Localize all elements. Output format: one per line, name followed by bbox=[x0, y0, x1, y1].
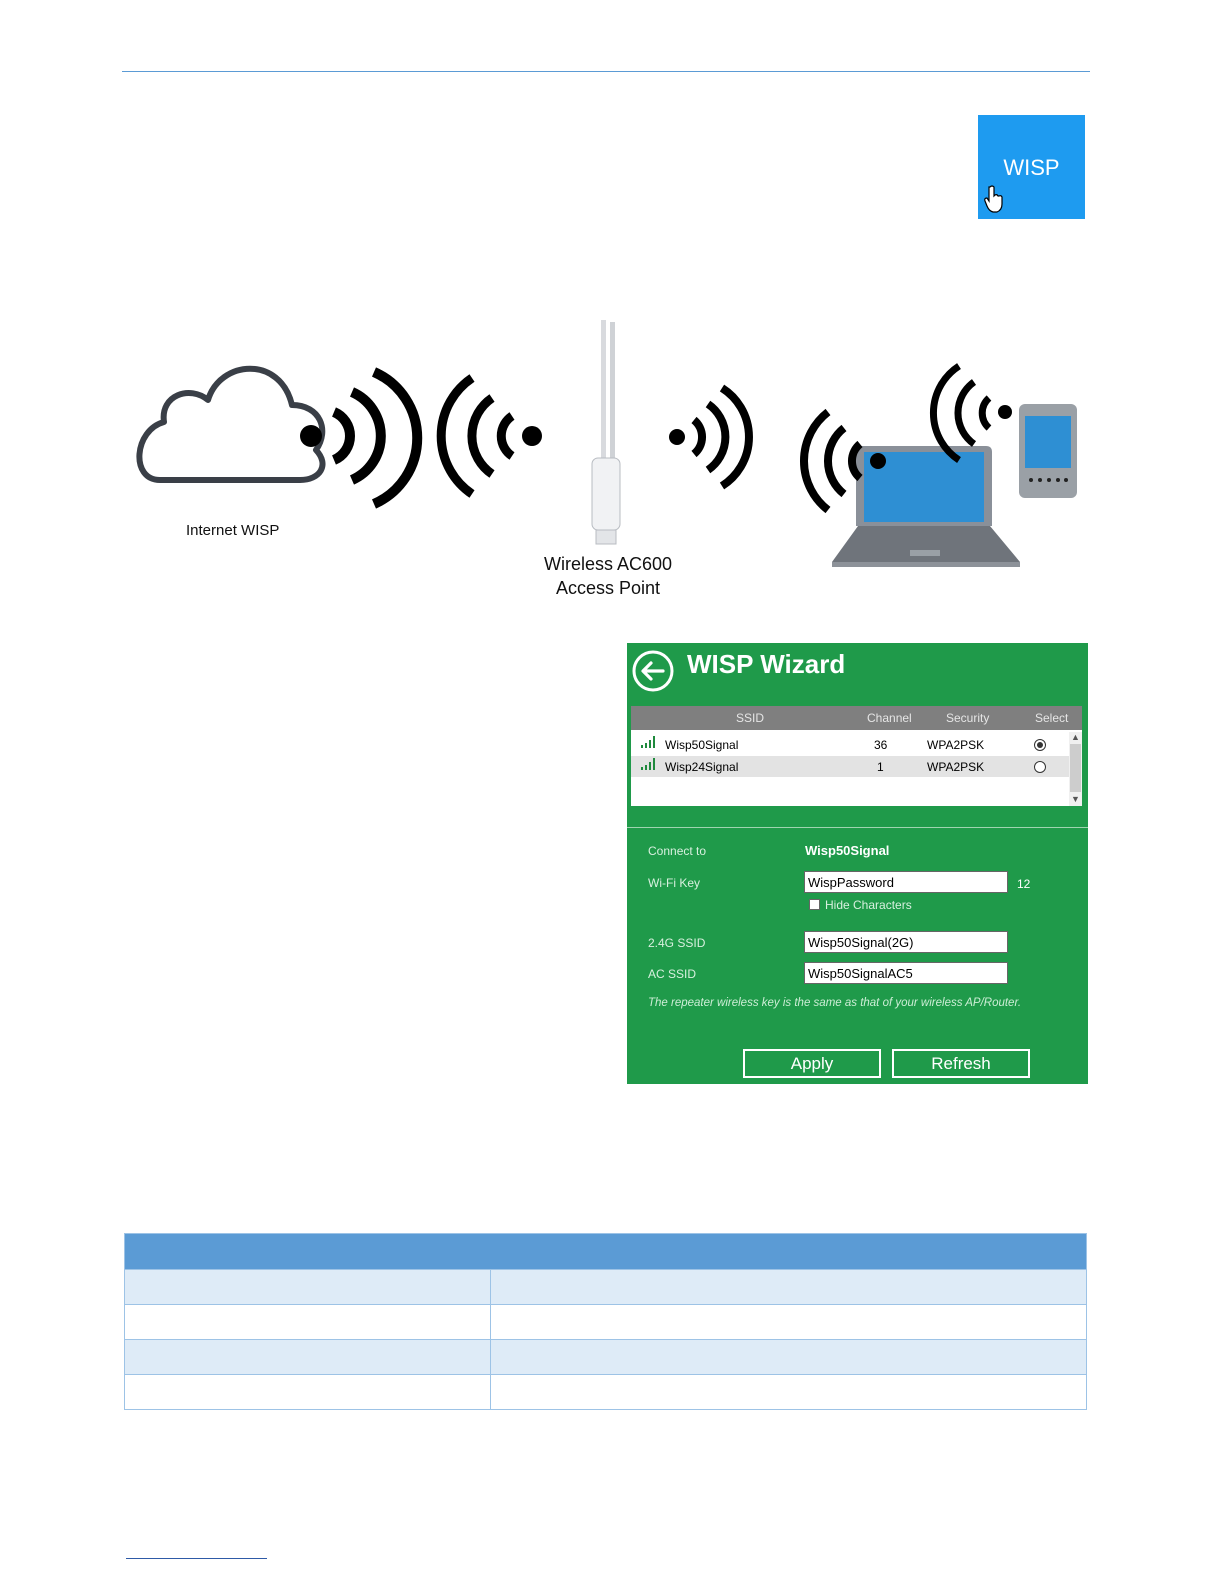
wifi-key-input[interactable] bbox=[804, 871, 1008, 893]
table-row bbox=[125, 1270, 1087, 1305]
table-row bbox=[125, 1340, 1087, 1375]
table-cell bbox=[125, 1375, 491, 1410]
signal-strength-icon bbox=[641, 736, 657, 748]
network-channel: 36 bbox=[874, 738, 888, 752]
ssid-24g-input[interactable] bbox=[804, 931, 1008, 953]
wisp-mode-tile[interactable] bbox=[978, 115, 1085, 219]
scroll-up-icon[interactable]: ▲ bbox=[1071, 732, 1080, 742]
table-cell bbox=[491, 1340, 1087, 1375]
network-security: WPA2PSK bbox=[927, 760, 985, 774]
signal-strength-icon bbox=[641, 758, 657, 770]
scrollbar-thumb[interactable] bbox=[1070, 744, 1081, 792]
ac-ssid-label: AC SSID bbox=[648, 967, 697, 981]
wizard-title: WISP Wizard bbox=[687, 649, 846, 679]
apply-button[interactable]: Apply bbox=[743, 1049, 881, 1078]
column-header-ssid: SSID bbox=[736, 711, 765, 725]
table-cell bbox=[491, 1375, 1087, 1410]
access-point-label-line2: Access Point bbox=[555, 578, 661, 598]
wifi-waves-icon bbox=[669, 388, 749, 486]
scan-table-header bbox=[631, 706, 1082, 730]
laptop-icon bbox=[832, 446, 1020, 567]
network-row[interactable] bbox=[631, 756, 1069, 777]
cloud-icon bbox=[139, 369, 322, 480]
network-select-radio[interactable] bbox=[1034, 761, 1046, 773]
table-row bbox=[125, 1375, 1087, 1410]
column-header-security: Security bbox=[946, 711, 990, 725]
scan-table-scrollbar[interactable] bbox=[1069, 732, 1082, 806]
connect-to-value: Wisp50Signal bbox=[805, 843, 890, 858]
network-row[interactable] bbox=[631, 734, 1069, 755]
table-row bbox=[125, 1305, 1087, 1340]
back-arrow-icon[interactable] bbox=[631, 649, 675, 693]
header-rule bbox=[122, 71, 1090, 72]
wifi-waves-icon bbox=[300, 372, 417, 504]
ac-ssid-input[interactable] bbox=[804, 962, 1008, 984]
network-ssid: Wisp50Signal bbox=[665, 738, 739, 752]
internet-wisp-label: Internet WISP bbox=[186, 522, 280, 539]
network-scan-table bbox=[631, 706, 1082, 806]
wizard-divider bbox=[627, 827, 1088, 828]
column-header-channel: Channel bbox=[867, 711, 912, 725]
access-point-label bbox=[500, 552, 716, 600]
wifi-waves-icon bbox=[441, 378, 542, 494]
scroll-down-icon[interactable]: ▼ bbox=[1071, 794, 1080, 804]
network-select-radio[interactable] bbox=[1034, 739, 1046, 751]
hide-characters-checkbox[interactable] bbox=[809, 899, 820, 910]
table-header-cell bbox=[125, 1234, 1087, 1270]
mobile-phone-icon bbox=[1019, 404, 1077, 498]
table-cell bbox=[125, 1305, 491, 1340]
table-cell bbox=[125, 1270, 491, 1305]
wifi-key-label: Wi-Fi Key bbox=[648, 876, 700, 890]
wifi-key-length: 12 bbox=[1017, 877, 1031, 891]
table-cell bbox=[491, 1305, 1087, 1340]
hide-characters-label: Hide Characters bbox=[825, 898, 912, 912]
table-cell bbox=[491, 1270, 1087, 1305]
network-ssid: Wisp24Signal bbox=[665, 760, 739, 774]
refresh-button[interactable]: Refresh bbox=[892, 1049, 1030, 1078]
settings-table bbox=[124, 1233, 1087, 1410]
column-header-select: Select bbox=[1035, 711, 1069, 725]
wisp-tile-label: WISP bbox=[1003, 155, 1060, 180]
connect-to-label: Connect to bbox=[648, 844, 707, 858]
repeater-key-note: The repeater wireless key is the same as that of your wireless AP/Router. bbox=[648, 997, 1022, 1009]
network-channel: 1 bbox=[877, 760, 884, 774]
wifi-waves-icon bbox=[933, 366, 1012, 460]
access-point-device-icon bbox=[592, 320, 620, 544]
table-header-row bbox=[125, 1234, 1087, 1270]
network-security: WPA2PSK bbox=[927, 738, 985, 752]
table-cell bbox=[125, 1340, 491, 1375]
ssid-24g-label: 2.4G SSID bbox=[648, 936, 706, 950]
footer-rule bbox=[126, 1558, 267, 1559]
wisp-wizard-panel bbox=[627, 643, 1088, 1084]
hand-cursor-icon bbox=[984, 185, 1004, 213]
access-point-label-line1: Wireless AC600 bbox=[543, 554, 673, 574]
